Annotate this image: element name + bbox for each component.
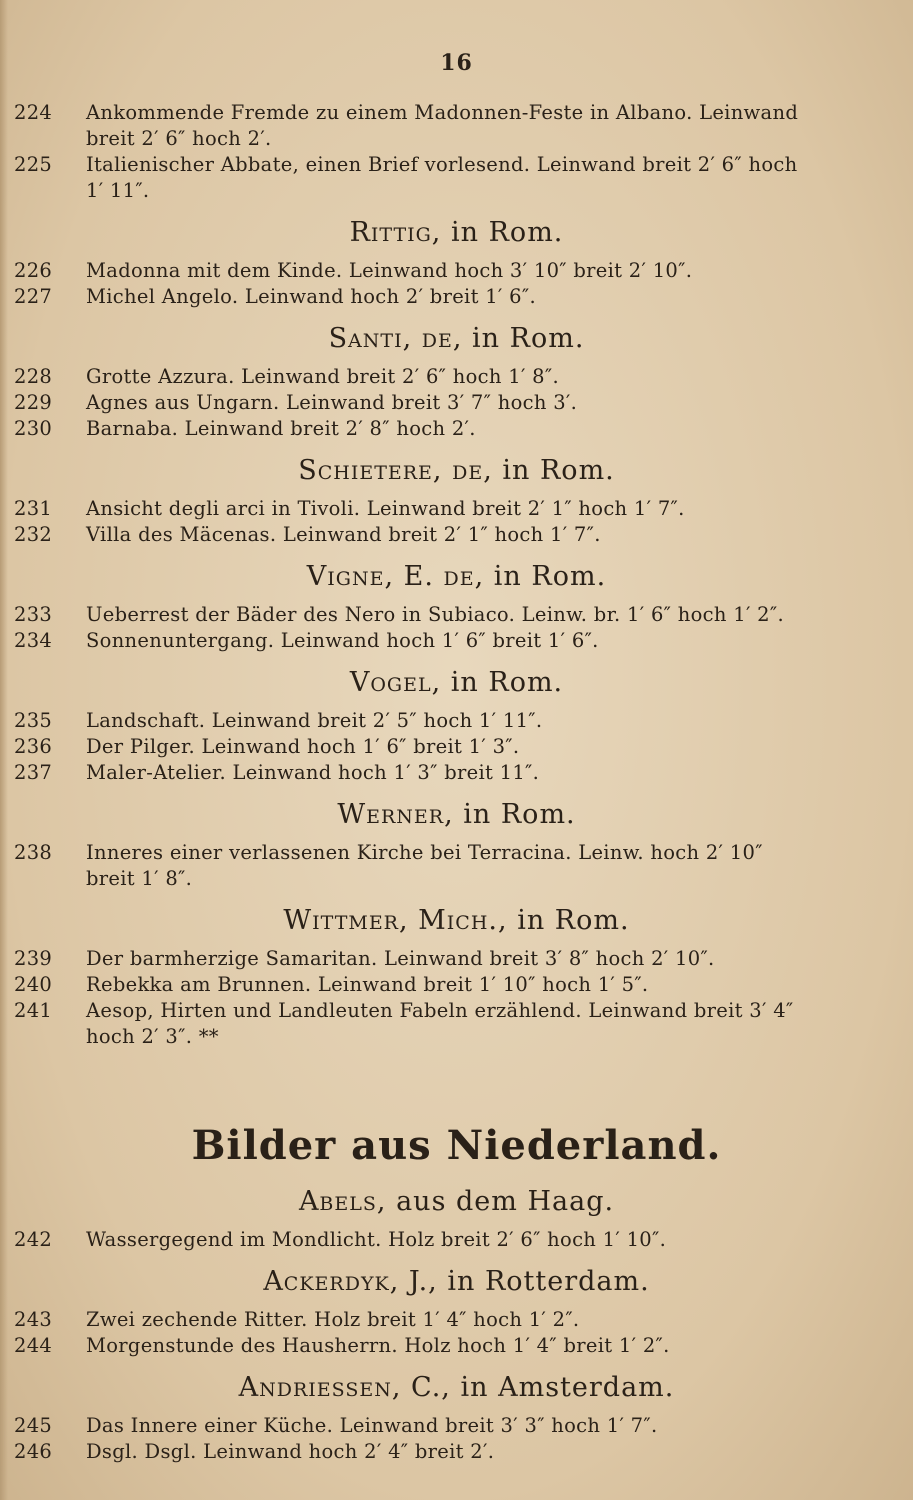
entry-description: Wassergegend im Mondlicht. Holz breit 2′ 6″ hoch 1′ 10″. — [86, 1228, 667, 1251]
entry-number: 245 — [14, 1414, 53, 1437]
entry-description: Ansicht degli arci in Tivoli. Leinwand breit 2′ 1″ hoch 1′ 7″. — [86, 497, 685, 520]
entry-number: 236 — [14, 735, 53, 758]
artist-location: in Amsterdam. — [460, 1372, 675, 1403]
artist-heading — [0, 797, 913, 833]
entry-description: Maler-Atelier. Leinwand hoch 1′ 3″ breit 11″. — [86, 761, 540, 784]
artist-heading — [0, 903, 913, 939]
catalog-content — [0, 100, 913, 1465]
entry-number: 237 — [14, 761, 53, 784]
catalog-entry — [0, 284, 913, 310]
artist-heading — [0, 215, 913, 251]
catalog-entry — [0, 708, 913, 734]
entry-number: 242 — [14, 1228, 53, 1251]
catalog-entry — [0, 152, 913, 204]
catalog-entry — [0, 100, 913, 152]
catalog-entry — [0, 390, 913, 416]
entry-number: 231 — [14, 497, 53, 520]
entry-description: Der Pilger. Leinwand hoch 1′ 6″ breit 1′ 3″. — [86, 735, 520, 758]
entry-description: Rebekka am Brunnen. Leinwand breit 1′ 10″ hoch 1′ 5″. — [86, 973, 649, 996]
entry-number: 239 — [14, 947, 53, 970]
catalog-entry — [0, 1413, 913, 1439]
artist-name: Rittig, — [349, 217, 442, 248]
entry-description: Inneres einer verlassenen Kirche bei Terracina. Leinw. hoch 2′ 10″ breit 1′ 8″. — [86, 841, 763, 890]
entry-description: Landschaft. Leinwand breit 2′ 5″ hoch 1′ 11″. — [86, 709, 543, 732]
entry-description: Aesop, Hirten und Landleuten Fabeln erzählend. Leinwand breit 3′ 4″ hoch 2′ 3″. ** — [86, 999, 794, 1048]
entry-number: 230 — [14, 417, 53, 440]
catalog-entry — [0, 364, 913, 390]
catalog-entry — [0, 1439, 913, 1465]
artist-name: Wittmer, Mich., — [283, 905, 508, 936]
entry-description: Dsgl. Dsgl. Leinwand hoch 2′ 4″ breit 2′. — [86, 1440, 495, 1463]
entry-description: Michel Angelo. Leinwand hoch 2′ breit 1′ 6″. — [86, 285, 536, 308]
entry-description: Agnes aus Ungarn. Leinwand breit 3′ 7″ hoch 3′. — [86, 391, 578, 414]
entry-number: 229 — [14, 391, 53, 414]
catalog-entry — [0, 972, 913, 998]
catalog-entry — [0, 946, 913, 972]
artist-name: Vigne, E. de, — [306, 561, 485, 592]
entry-description: Sonnenuntergang. Leinwand hoch 1′ 6″ breit 1′ 6″. — [86, 629, 599, 652]
catalog-entry — [0, 258, 913, 284]
section-title: Bilder aus Niederland. — [191, 1122, 722, 1169]
artist-location: in Rom. — [463, 799, 576, 830]
artist-heading — [0, 1184, 913, 1220]
entry-number: 232 — [14, 523, 53, 546]
catalog-entry — [0, 496, 913, 522]
artist-name: Werner, — [337, 799, 454, 830]
entry-description: Italienischer Abbate, einen Brief vorlesend. Leinwand breit 2′ 6″ hoch 1′ 11″. — [86, 153, 798, 202]
catalog-entry — [0, 1333, 913, 1359]
artist-heading — [0, 453, 913, 489]
artist-heading — [0, 665, 913, 701]
entry-number: 225 — [14, 153, 53, 176]
entry-number: 243 — [14, 1308, 53, 1331]
artist-location: in Rom. — [493, 561, 607, 592]
entry-number: 233 — [14, 603, 53, 626]
artist-heading — [0, 1370, 913, 1406]
entry-description: Barnaba. Leinwand breit 2′ 8″ hoch 2′. — [86, 417, 476, 440]
entry-number: 234 — [14, 629, 53, 652]
entry-number: 238 — [14, 841, 53, 864]
entry-number: 224 — [14, 101, 53, 124]
catalog-entry — [0, 734, 913, 760]
entry-description: Der barmherzige Samaritan. Leinwand breit 3′ 8″ hoch 2′ 10″. — [86, 947, 715, 970]
artist-location: in Rom. — [451, 217, 564, 248]
artist-name: Ackerdyk, J., — [263, 1266, 438, 1297]
entry-number: 227 — [14, 285, 53, 308]
artist-heading — [0, 1264, 913, 1300]
entry-description: Das Innere einer Küche. Leinwand breit 3′ 3″ hoch 1′ 7″. — [86, 1414, 658, 1437]
catalog-entry — [0, 628, 913, 654]
artist-location: aus dem Haag. — [396, 1186, 615, 1217]
entry-number: 241 — [14, 999, 53, 1022]
catalog-entry — [0, 416, 913, 442]
entry-description: Villa des Mäcenas. Leinwand breit 2′ 1″ hoch 1′ 7″. — [86, 523, 601, 546]
entry-description: Grotte Azzura. Leinwand breit 2′ 6″ hoch 1′ 8″. — [86, 365, 559, 388]
artist-location: in Rotterdam. — [447, 1266, 650, 1297]
catalog-entry — [0, 998, 913, 1050]
entry-description: Ankommende Fremde zu einem Madonnen-Feste in Albano. Leinwand breit 2′ 6″ hoch 2′. — [86, 101, 799, 150]
artist-name: Santi, de, — [328, 323, 463, 354]
entry-number: 235 — [14, 709, 53, 732]
entry-number: 246 — [14, 1440, 53, 1463]
catalog-entry — [0, 1227, 913, 1253]
entry-description: Madonna mit dem Kinde. Leinwand hoch 3′ 10″ breit 2′ 10″. — [86, 259, 693, 282]
artist-name: Schietere, de, — [298, 455, 493, 486]
catalog-entry — [0, 602, 913, 628]
catalog-entry — [0, 760, 913, 786]
artist-location: in Rom. — [472, 323, 585, 354]
artist-location: in Rom. — [517, 905, 630, 936]
artist-location: in Rom. — [450, 667, 564, 698]
entry-description: Morgenstunde des Hausherrn. Holz hoch 1′ 4″ breit 1′ 2″. — [86, 1334, 670, 1357]
artist-location: in Rom. — [502, 455, 615, 486]
entry-description: Zwei zechende Ritter. Holz breit 1′ 4″ hoch 1′ 2″. — [86, 1308, 580, 1331]
catalog-entry — [0, 840, 913, 892]
artist-heading — [0, 559, 913, 595]
artist-heading — [0, 321, 913, 357]
page-number: 16 — [440, 50, 473, 76]
artist-name: Andriessen, C., — [238, 1372, 451, 1403]
entry-description: Ueberrest der Bäder des Nero in Subiaco. Leinw. br. 1′ 6″ hoch 1′ 2″. — [86, 603, 784, 626]
entry-number: 244 — [14, 1334, 53, 1357]
catalog-entry — [0, 522, 913, 548]
artist-name: Abels, — [298, 1186, 387, 1217]
artist-name: Vogel, — [349, 667, 442, 698]
entry-number: 226 — [14, 259, 53, 282]
catalog-entry — [0, 1307, 913, 1333]
entry-number: 228 — [14, 365, 53, 388]
entry-number: 240 — [14, 973, 53, 996]
